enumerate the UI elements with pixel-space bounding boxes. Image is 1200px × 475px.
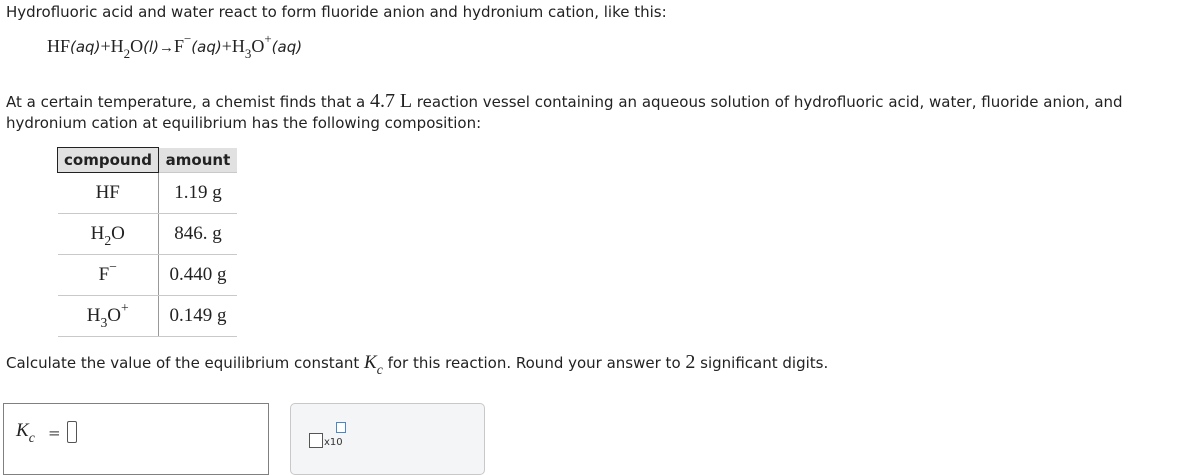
- table-row: [58, 255, 237, 296]
- reaction-arrow: →: [158, 40, 174, 56]
- kc-label: $K_c$: [16, 420, 35, 445]
- table-row: [58, 296, 237, 337]
- fluoride-phase: (aq): [191, 38, 222, 56]
- kc-symbol: $K_c$: [364, 352, 383, 377]
- hydronium-formula: $H_3O^+$: [231, 31, 272, 61]
- column-header-amount: amount: [158, 148, 237, 173]
- water-formula: $H_2O$: [110, 36, 144, 61]
- reaction-equation: [47, 31, 303, 61]
- problem-statement: At a certain temperature, a chemist finds that a 4.7 L reaction vessel containing an aqueous solution of hydrofluoric acid, water, fluoride anion, and hydronium cation at equilibrium has the following composition:: [6, 90, 1123, 132]
- hf-phase: (aq): [70, 38, 101, 56]
- mantissa-box-icon: [309, 433, 323, 448]
- volume-value: 4.7: [370, 90, 396, 112]
- kc-answer-input[interactable]: [67, 421, 77, 443]
- amount-cell: 1.19 g: [158, 173, 237, 214]
- question-text: Calculate the value of the equilibrium constant $K_c$ for this reaction. Round your answer to 2 significant digits.: [6, 351, 829, 377]
- column-header-compound: compound: [58, 148, 159, 173]
- fluoride-formula: F−: [173, 31, 192, 56]
- compound-cell: $H_3O^+$: [58, 296, 159, 337]
- amount-cell: 0.440 g: [158, 255, 237, 296]
- hf-formula: HF: [47, 36, 71, 56]
- amount-cell: 0.149 g: [158, 296, 237, 337]
- intro-text: Hydrofluoric acid and water react to form fluoride anion and hydronium cation, like this:: [6, 3, 667, 21]
- exponent-box-icon: [336, 422, 346, 433]
- composition-table: [57, 147, 237, 337]
- water-phase: (l): [143, 38, 159, 56]
- compound-cell: $H_2O$: [58, 214, 159, 255]
- compound-cell: HF: [58, 173, 159, 214]
- plus-sign: +: [100, 36, 111, 56]
- volume-unit: L: [399, 90, 413, 112]
- table-row: [58, 214, 237, 255]
- amount-cell: 846. g: [158, 214, 237, 255]
- equals-sign: =: [48, 424, 61, 442]
- scientific-notation-button[interactable]: [308, 421, 350, 451]
- plus-sign: +: [221, 36, 232, 56]
- compound-cell: F−: [58, 255, 159, 296]
- hydronium-phase: (aq): [271, 38, 303, 56]
- answer-area: [3, 403, 269, 475]
- x10-label: x10: [324, 437, 343, 448]
- math-toolbar: [290, 403, 485, 475]
- significant-digits: 2: [685, 351, 696, 373]
- table-row: [58, 173, 237, 214]
